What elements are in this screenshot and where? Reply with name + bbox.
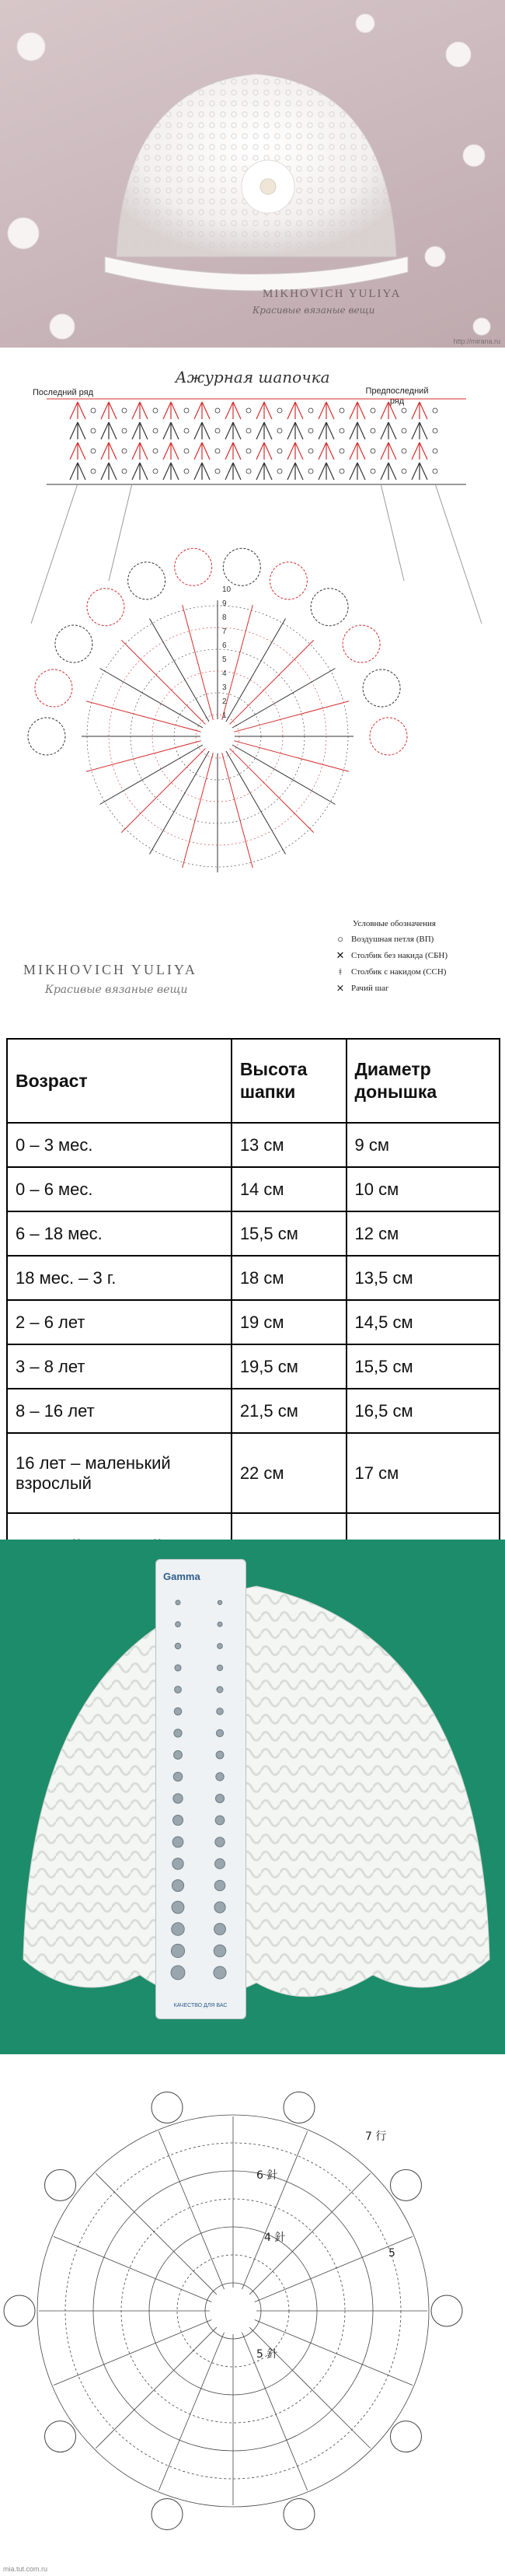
stitch-fan xyxy=(381,463,396,480)
outer-fan xyxy=(55,625,92,662)
stitch-fan xyxy=(132,463,148,480)
chain-stitch xyxy=(91,428,96,433)
outer-fan xyxy=(28,718,65,755)
gauge-hole xyxy=(215,1859,225,1869)
gauge-hole xyxy=(171,1944,184,1957)
stitch-fan xyxy=(287,442,303,460)
chain-stitch xyxy=(433,449,437,453)
table-row xyxy=(7,1167,500,1211)
stitch-fan xyxy=(319,463,334,480)
cell-height: 13 см xyxy=(232,1123,347,1167)
ring-number: 6 xyxy=(222,641,227,650)
outer-fan xyxy=(4,2295,35,2326)
gauge-hole xyxy=(215,1816,225,1825)
stitch-fan xyxy=(381,402,396,419)
ring-number: 1 xyxy=(222,711,227,720)
hat-photo-gauge xyxy=(0,1540,505,2054)
diagram-title: Ажурная шапочка xyxy=(175,368,330,386)
gauge-hole xyxy=(214,1880,225,1891)
cell-height: 21,5 см xyxy=(232,1389,347,1433)
stitch-fan xyxy=(256,402,272,419)
outer-fan xyxy=(390,2169,421,2200)
header-height: Высота шапки xyxy=(232,1039,347,1123)
stitch-fan xyxy=(319,442,334,460)
row-label: 7 行 xyxy=(365,2130,387,2143)
guide-lines xyxy=(31,484,482,624)
gauge-hole xyxy=(218,1600,221,1604)
stitch-fan xyxy=(319,422,334,439)
chain-stitch xyxy=(308,469,313,474)
chain-stitch xyxy=(402,428,406,433)
ring-number: 3 xyxy=(222,683,227,692)
stitch-fan xyxy=(381,442,396,460)
cell-diameter: 15,5 см xyxy=(347,1344,500,1389)
gauge-footer: КАЧЕСТВО ДЛЯ ВАС xyxy=(173,2003,228,2008)
cell-age: 0 – 3 мес. xyxy=(7,1123,232,1167)
stitch-fan xyxy=(287,402,303,419)
stitch-fan xyxy=(70,442,85,460)
stitch-fan xyxy=(412,463,427,480)
stitch-band xyxy=(47,399,466,484)
stitch-fan xyxy=(256,422,272,439)
outer-fan xyxy=(343,625,380,662)
chain-stitch xyxy=(340,469,344,474)
outer-fan xyxy=(128,562,165,599)
cell-diameter: 14,5 см xyxy=(347,1300,500,1344)
table-row xyxy=(7,1433,500,1513)
legend-item xyxy=(329,933,500,945)
stitch-fan xyxy=(319,402,334,419)
chain-stitch xyxy=(371,449,375,453)
chain-stitch xyxy=(246,428,251,433)
stitch-fan xyxy=(287,463,303,480)
legend-item xyxy=(329,966,500,978)
gauge-hole xyxy=(173,1772,183,1781)
chain-stitch xyxy=(402,449,406,453)
round-chart-2 xyxy=(0,2054,505,2576)
gauge-hole xyxy=(173,1794,183,1803)
gauge-brand: Gamma xyxy=(163,1571,200,1582)
legend-text: Столбик без накида (СБН) xyxy=(351,951,448,960)
crochet-diagram-2 xyxy=(0,2054,505,2576)
stitch-fan xyxy=(287,422,303,439)
outer-fan xyxy=(284,2499,315,2530)
stitch-fan xyxy=(132,422,148,439)
stitch-fan xyxy=(163,422,179,439)
stitch-fan xyxy=(256,442,272,460)
legend-item xyxy=(329,949,500,962)
chain-stitch xyxy=(246,449,251,453)
chain-stitch xyxy=(153,428,158,433)
ring-number: 2 xyxy=(222,697,227,706)
cell-age: 6 – 18 мес. xyxy=(7,1211,232,1256)
cell-age: 16 лет – маленький взрослый xyxy=(7,1433,232,1513)
ring-number: 8 xyxy=(222,613,227,622)
ring-number: 7 xyxy=(222,627,227,636)
gauge-hole xyxy=(214,1902,225,1913)
chain-stitch xyxy=(153,449,158,453)
gauge-hole xyxy=(172,1858,183,1869)
legend xyxy=(329,919,500,998)
outer-fan xyxy=(390,2421,421,2452)
outer-fan xyxy=(284,2092,315,2123)
gauge-hole xyxy=(175,1643,180,1648)
stitch-fan xyxy=(194,463,210,480)
gauge-hole xyxy=(218,1622,222,1627)
gauge-hole xyxy=(216,1729,223,1736)
watermark-name: MIKHOVICH YULIYA xyxy=(263,288,402,300)
stitch-fan xyxy=(350,422,365,439)
chain-stitch xyxy=(246,408,251,413)
chain-stitch xyxy=(184,428,189,433)
chain-stitch xyxy=(91,408,96,413)
stitch-fan xyxy=(101,402,117,419)
source-url: http://mirana.ru xyxy=(453,337,500,345)
stitch-ray xyxy=(54,2319,211,2385)
cell-diameter: 12 см xyxy=(347,1211,500,1256)
chain-stitch xyxy=(340,449,344,453)
stitch-ray xyxy=(54,2236,211,2302)
chain-stitch xyxy=(308,408,313,413)
outer-fan xyxy=(45,2169,76,2200)
legend-heading: Условные обозначения xyxy=(353,919,436,928)
stitch-ray xyxy=(230,749,314,833)
table-row xyxy=(7,1211,500,1256)
table-row xyxy=(7,1300,500,1344)
gauge-hole xyxy=(173,1816,183,1826)
stitch-fan xyxy=(194,402,210,419)
stitch-ray xyxy=(158,2333,224,2490)
table-header-row xyxy=(7,1039,500,1123)
gauge-hole xyxy=(176,1622,181,1627)
legend-text: Столбик с накидом (ССН) xyxy=(351,967,447,977)
crochet-diagram-1 xyxy=(0,348,505,1032)
chain-stitch xyxy=(277,408,282,413)
stitch-fan xyxy=(381,422,396,439)
chain-stitch xyxy=(91,449,96,453)
cell-age: 18 мес. – 3 г. xyxy=(7,1256,232,1300)
outer-fan xyxy=(311,589,348,626)
stitch-fan xyxy=(163,402,179,419)
legend-text: Рачий шаг xyxy=(351,984,389,993)
gauge-hole xyxy=(216,1773,224,1781)
cell-age: 3 – 8 лет xyxy=(7,1344,232,1389)
round-chart xyxy=(28,548,407,872)
size-table-section xyxy=(0,1032,505,1540)
gauge-hole xyxy=(175,1665,181,1671)
chain-stitch xyxy=(433,408,437,413)
stitch-fan xyxy=(194,442,210,460)
stitch-ray xyxy=(121,749,205,833)
gauge-hole xyxy=(171,1966,185,1980)
hat-photo-illustration xyxy=(0,0,505,348)
cell-diameter: 17 см xyxy=(347,1433,500,1513)
cell-height: 18 см xyxy=(232,1256,347,1300)
chain-stitch xyxy=(153,408,158,413)
cell-diameter: 10 см xyxy=(347,1167,500,1211)
outer-fan xyxy=(45,2421,76,2452)
hat-gauge-illustration xyxy=(0,1540,505,2054)
gauge-hole xyxy=(214,1966,226,1979)
outer-fan xyxy=(35,669,72,707)
stitch-fan xyxy=(132,402,148,419)
author-name: MIKHOVICH YULIYA xyxy=(23,962,197,977)
outer-fan xyxy=(223,548,260,585)
cell-height: 19,5 см xyxy=(232,1344,347,1389)
stitch-fan xyxy=(101,463,117,480)
hat-photo-top xyxy=(0,0,505,348)
needle-gauge xyxy=(155,1559,246,2019)
chain-stitch xyxy=(308,428,313,433)
gauge-hole xyxy=(215,1794,224,1802)
cell-height: 14 см xyxy=(232,1167,347,1211)
chain-stitch xyxy=(215,449,220,453)
gauge-hole xyxy=(216,1751,224,1759)
gauge-hole xyxy=(215,1837,225,1847)
cell-height: 15,5 см xyxy=(232,1211,347,1256)
stitch-fan xyxy=(194,422,210,439)
ring-number: 5 xyxy=(222,655,227,664)
chain-stitch xyxy=(277,428,282,433)
chain-stitch xyxy=(215,469,220,474)
site-watermark: mia.tut.com.ru xyxy=(3,2565,48,2573)
stitch-fan xyxy=(70,463,85,480)
chain-stitch xyxy=(91,469,96,474)
stitch-fan xyxy=(70,422,85,439)
chain-stitch xyxy=(371,469,375,474)
watermark-subtitle: Красивые вязаные вещи xyxy=(252,305,375,316)
stitch-fan xyxy=(225,442,241,460)
crab-stitch-icon: ⨯ xyxy=(336,982,345,994)
chain-stitch xyxy=(215,428,220,433)
chain-stitch xyxy=(402,469,406,474)
row-label: 4 針 xyxy=(264,2232,286,2244)
gauge-holes xyxy=(156,1560,246,2019)
stitch-fan xyxy=(256,463,272,480)
ring-number: 10 xyxy=(222,585,232,594)
stitch-fan xyxy=(350,442,365,460)
row-label: 6 針 xyxy=(256,2169,278,2182)
ring-number: 9 xyxy=(222,599,227,608)
stitch-fan xyxy=(225,463,241,480)
stitch-fan xyxy=(225,422,241,439)
gauge-hole xyxy=(217,1665,222,1670)
chain-stitch xyxy=(277,469,282,474)
outer-fan xyxy=(363,669,400,707)
stitch-ray xyxy=(255,2319,413,2385)
outer-fan xyxy=(370,718,407,755)
gauge-hole xyxy=(172,1879,183,1891)
legend-text: Воздушная петля (ВП) xyxy=(351,935,434,944)
chain-stitch xyxy=(153,469,158,474)
stitch-fan xyxy=(350,463,365,480)
chain-stitch xyxy=(246,469,251,474)
stitch-ray xyxy=(158,2131,224,2289)
stitch-fan xyxy=(101,422,117,439)
chain-stitch-icon: ○ xyxy=(337,933,343,945)
gauge-hole xyxy=(217,1686,223,1693)
chain-stitch xyxy=(215,408,220,413)
author-subtitle: Красивые вязаные вещи xyxy=(45,984,188,996)
gauge-hole xyxy=(174,1751,183,1760)
outer-fan xyxy=(175,548,212,585)
stitch-fan xyxy=(70,402,85,419)
chain-stitch xyxy=(122,469,127,474)
table-row xyxy=(7,1389,500,1433)
header-age: Возраст xyxy=(7,1039,232,1123)
gauge-hole xyxy=(172,1837,183,1847)
stitch-ray xyxy=(96,2327,217,2448)
cell-age: 8 – 16 лет xyxy=(7,1389,232,1433)
cell-age: 2 – 6 лет xyxy=(7,1300,232,1344)
stitch-fan xyxy=(412,402,427,419)
stitch-fan xyxy=(225,402,241,419)
single-crochet-icon: ✕ xyxy=(336,949,345,961)
label-last-row: Последний ряд xyxy=(33,388,94,397)
outer-fan xyxy=(87,589,124,626)
chain-stitch xyxy=(184,449,189,453)
row-label: 5 xyxy=(388,2247,395,2260)
cell-height: 22 см xyxy=(232,1433,347,1513)
legend-item xyxy=(329,982,500,994)
stitch-fan xyxy=(412,442,427,460)
chain-stitch xyxy=(402,408,406,413)
outer-fan xyxy=(431,2295,462,2326)
cell-diameter: 13,5 см xyxy=(347,1256,500,1300)
gauge-hole xyxy=(214,1924,226,1935)
cell-height: 19 см xyxy=(232,1300,347,1344)
cell-diameter: 16,5 см xyxy=(347,1389,500,1433)
chain-stitch xyxy=(308,449,313,453)
label-prev-row: Предпоследний ряд xyxy=(365,386,429,406)
chain-stitch xyxy=(122,428,127,433)
stitch-fan xyxy=(412,422,427,439)
cell-age: 0 – 6 мес. xyxy=(7,1167,232,1211)
chain-stitch xyxy=(433,469,437,474)
chain-stitch xyxy=(371,408,375,413)
row-label: 5 針 xyxy=(256,2348,278,2361)
chain-stitch xyxy=(184,469,189,474)
gauge-hole xyxy=(214,1945,225,1956)
stitch-fan xyxy=(132,442,148,460)
gauge-hole xyxy=(218,1644,223,1649)
stitch-fan xyxy=(101,442,117,460)
chain-stitch xyxy=(340,428,344,433)
chain-stitch xyxy=(122,449,127,453)
chain-stitch xyxy=(433,428,437,433)
chain-stitch xyxy=(184,408,189,413)
gauge-hole xyxy=(172,1901,184,1914)
table-row xyxy=(7,1123,500,1167)
header-diameter: Диаметр донышка xyxy=(347,1039,500,1123)
gauge-hole xyxy=(174,1729,182,1737)
double-crochet-icon: ǂ xyxy=(339,966,342,977)
stitch-fan xyxy=(163,442,179,460)
outer-fan xyxy=(152,2092,183,2123)
stitch-ray xyxy=(242,2131,307,2289)
chain-stitch xyxy=(277,449,282,453)
stitch-ray xyxy=(255,2236,413,2302)
gauge-hole xyxy=(217,1708,224,1715)
chain-stitch xyxy=(340,408,344,413)
outer-fan xyxy=(270,562,307,599)
chain-stitch xyxy=(371,428,375,433)
stitch-ray xyxy=(96,2173,217,2295)
size-table xyxy=(6,1038,500,1581)
cell-diameter: 9 см xyxy=(347,1123,500,1167)
chain-stitch xyxy=(122,408,127,413)
table-row xyxy=(7,1256,500,1300)
gauge-hole xyxy=(172,1923,185,1936)
table-row xyxy=(7,1344,500,1389)
ring-number: 4 xyxy=(222,669,227,678)
stitch-fan xyxy=(163,463,179,480)
outer-fan xyxy=(152,2499,183,2530)
gauge-hole xyxy=(174,1707,182,1715)
stitch-fan xyxy=(350,402,365,419)
stitch-ray xyxy=(249,2327,371,2448)
gauge-hole xyxy=(175,1686,182,1693)
gauge-hole xyxy=(176,1600,180,1605)
